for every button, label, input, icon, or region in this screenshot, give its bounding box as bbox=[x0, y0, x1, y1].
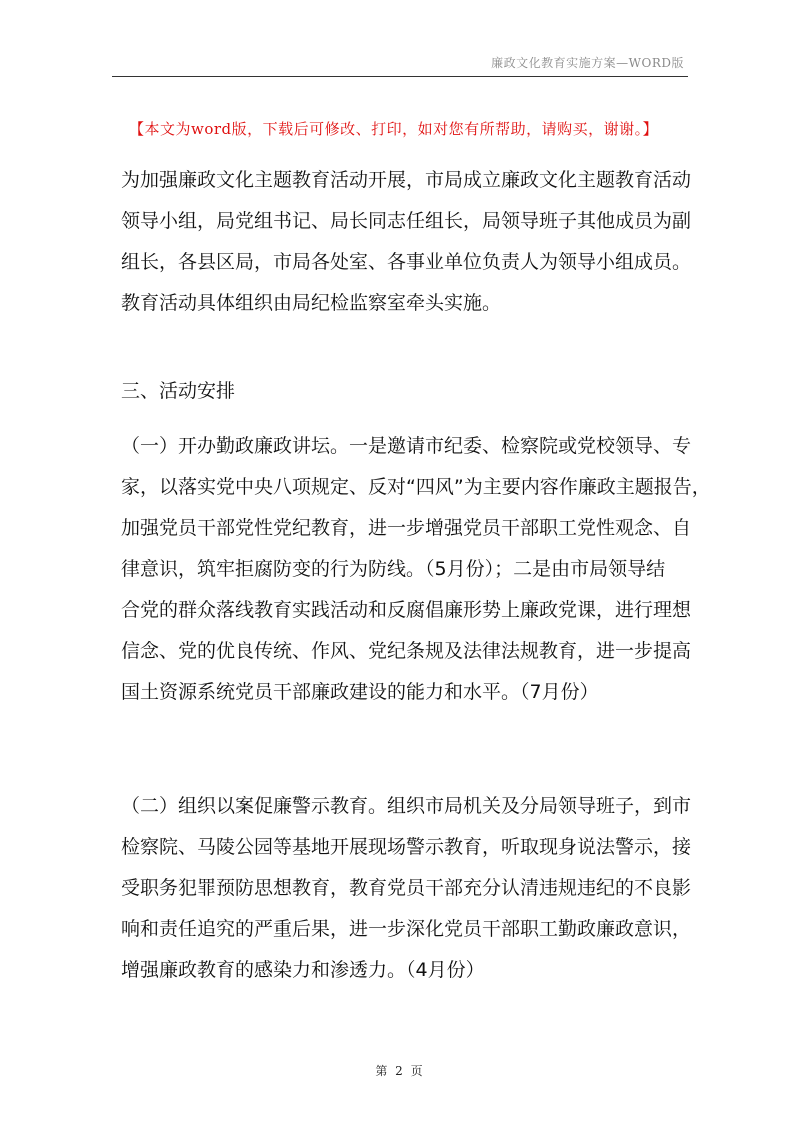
intro-paragraph bbox=[121, 160, 692, 324]
item-1-line: 律意识，筑牢拒腐防变的行为防线。（5月份）；二是由市局领导结 bbox=[121, 558, 666, 580]
item-1-line: 加强党员干部党性党纪教育，进一步增强党员干部职工党性观念、自 bbox=[121, 517, 692, 539]
item-1-paragraph bbox=[121, 426, 711, 713]
item-2-line: 检察院、马陵公园等基地开展现场警示教育，听取现身说法警示，接 bbox=[121, 836, 692, 858]
download-notice: 【本文为word版，下载后可修改、打印，如对您有所帮助，请购买，谢谢。】 bbox=[129, 120, 659, 138]
item-2-line: 响和责任追究的严重后果，进一步深化党员干部职工勤政廉政意识， bbox=[121, 918, 692, 940]
intro-line: 教育活动具体组织由局纪检监察室牵头实施。 bbox=[121, 292, 502, 314]
item-1-line: 合党的群众落线教育实践活动和反腐倡廉形势上廉政党课，进行理想 bbox=[121, 599, 692, 621]
intro-line: 组长，各县区局，市局各处室、各事业单位负责人为领导小组成员。 bbox=[121, 251, 692, 273]
page-number: 第 2 页 bbox=[375, 1064, 425, 1078]
item-1-line: 家，以落实党中央八项规定、反对“四风”为主要内容作廉政主题报告， bbox=[121, 476, 711, 498]
header-divider bbox=[112, 76, 688, 77]
item-1-line: （一）开办勤政廉政讲坛。一是邀请市纪委、检察院或党校领导、专 bbox=[121, 435, 692, 457]
item-2-line: 受职务犯罪预防思想教育，教育党员干部充分认清违规违纪的不良影 bbox=[121, 877, 692, 899]
page-header-title: 廉政文化教育实施方案—WORD版 bbox=[491, 56, 684, 70]
intro-line: 领导小组，局党组书记、局长同志任组长，局领导班子其他成员为副 bbox=[121, 210, 692, 232]
section-heading-activities bbox=[121, 371, 681, 412]
item-1-line: 国土资源系统党员干部廉政建设的能力和水平。（7月份） bbox=[121, 681, 599, 703]
item-2-line: （二）组织以案促廉警示教育。组织市局机关及分局领导班子，到市 bbox=[121, 795, 692, 817]
item-1-line: 信念、党的优良传统、作风、党纪条规及法律法规教育，进一步提高 bbox=[121, 640, 692, 662]
section-heading-text: 三、活动安排 bbox=[121, 380, 236, 402]
item-2-paragraph bbox=[121, 786, 692, 991]
intro-line: 为加强廉政文化主题教育活动开展，市局成立廉政文化主题教育活动 bbox=[121, 169, 692, 191]
item-2-line: 增强廉政教育的感染力和渗透力。（4月份） bbox=[121, 959, 485, 981]
